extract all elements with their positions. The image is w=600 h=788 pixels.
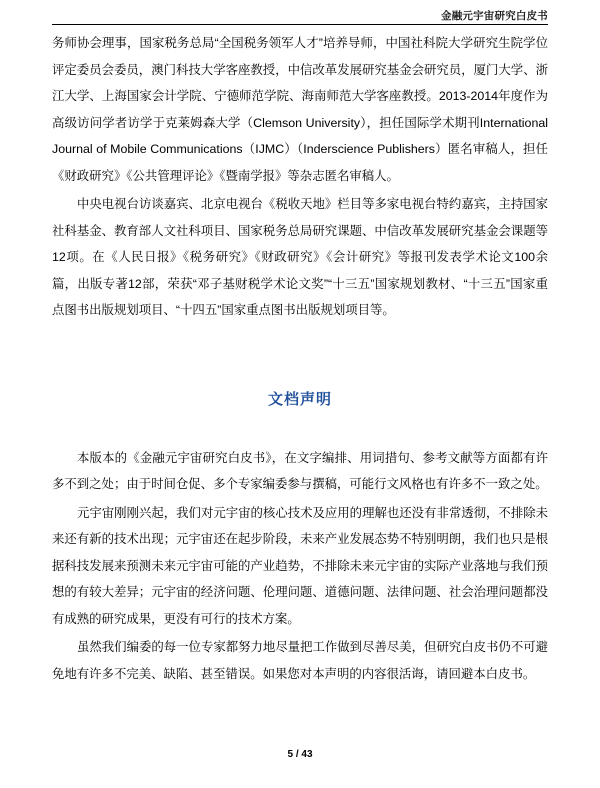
statement-paragraph: 元宇宙刚刚兴起，我们对元宇宙的核心技术及应用的理解也还没有非常透彻，不排除未来还有新的技术出现；元宇宙还在起步阶段，未来产业发展态势不特别明朗，我们也只是根据科技发展来预测未来元宇宙可能的产业趋势，不排除未来元宇宙的实际产业落地与我们预想的有较大差异；元宇宙的经济问题、伦理问题、道德问题、法律问题、社会治理问题都没有成熟的研究成果，更没有可行的技术方案。 bbox=[52, 505, 548, 626]
header-divider bbox=[52, 24, 548, 25]
title-spacer bbox=[52, 409, 548, 445]
body-paragraph: 务师协会理事，国家税务总局“全国税务领军人才”培养导师，中国社科院大学研究生院学位评定委员会委员，澳门科技大学客座教授，中信改革发展研究基金会研究员，厦门大学、浙江大学、上海国家会计学院、宁德师范学院、海南师范大学客座教授。2013-2014年度作为高级访问学者访学于克莱姆森大学（Clemson University），担任国际学术期刊International Journal of Mobile Communications（IJMC）（Inderscience Publishers）匿名审稿人，担任《财政研究》《公共管理评论》《暨南学报》等杂志匿名审稿人。 bbox=[52, 36, 548, 183]
page-header-title: 金融元宇宙研究白皮书 bbox=[441, 10, 548, 22]
page-number: 5 / 43 bbox=[287, 749, 313, 760]
statement-paragraph: 虽然我们编委的每一位专家都努力地尽量把工作做到尽善尽美，但研究白皮书仍不可避免地有许多不完美、缺陷、甚至错误。如果您对本声明的内容很活诲，请回避本白皮书。 bbox=[52, 640, 548, 681]
section-spacer bbox=[52, 326, 548, 388]
statement-paragraph: 本版本的《金融元宇宙研究白皮书》，在文字编排、用词措句、参考文献等方面都有许多不到之处；由于时间仓促、多个专家编委参与撰稿，可能行文风格也有许多不一致之处。 bbox=[52, 450, 548, 491]
body-paragraph: 中央电视台访谈嘉宾、北京电视台《税收天地》栏目等多家电视台特约嘉宾，主持国家社科基金、教育部人文社科项目、国家税务总局研究课题、中信改革发展研究基金会课题等12项。在《人民日报》《税务研究》《财政研究》《会计研究》等报刊发表学术论文100余篇，出版专著12部，荣获“邓子基财税学术论文奖”“十三五”国家规划教材、“十三五”国家重点图书出版规划项目、“十四五”国家重点图书出版规划项目等。 bbox=[52, 197, 548, 317]
page-content bbox=[52, 30, 548, 689]
section-title: 文档声明 bbox=[267, 390, 332, 408]
